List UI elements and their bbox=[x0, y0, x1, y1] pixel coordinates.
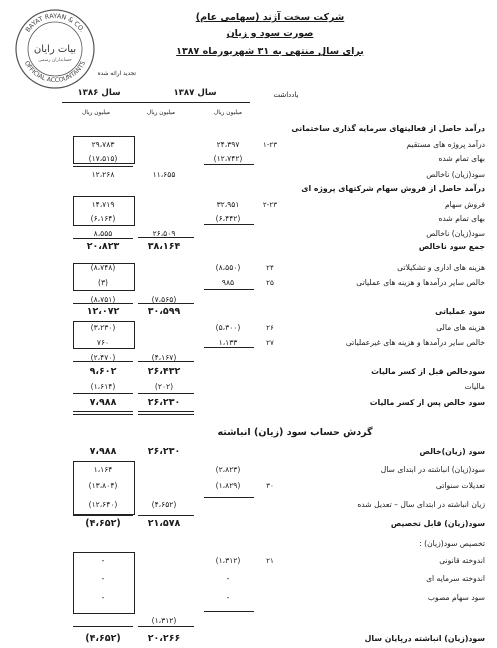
unit-label-c2: میلیون ریال bbox=[146, 110, 175, 116]
value-1386: (۳) bbox=[97, 278, 108, 287]
rule-c3 bbox=[73, 361, 133, 362]
value-1386: ۷،۹۸۸ bbox=[89, 446, 117, 457]
value-1387: ۲۶،۴۳۲ bbox=[147, 366, 181, 377]
rule-c1 bbox=[204, 497, 254, 498]
rule-c3 bbox=[73, 238, 133, 239]
value-1386: ۹،۶۰۲ bbox=[89, 366, 117, 377]
rule-c2 bbox=[138, 361, 194, 362]
value-1387: (۴،۱۶۷) bbox=[151, 353, 177, 362]
value-1386: ۷،۹۸۸ bbox=[89, 397, 117, 408]
stamp-middle-text: بیات رایان bbox=[33, 44, 77, 55]
value-1387: ۱۱،۶۵۵ bbox=[152, 170, 176, 179]
row-label: درآمد پروژه های مستقیم bbox=[406, 140, 485, 149]
row-note: ۲-۲۳ bbox=[262, 200, 278, 209]
rule-c3 bbox=[73, 166, 133, 167]
row-label: درآمد حاصل از فروش سهام شرکتهای پروژه ای bbox=[301, 184, 485, 193]
value-1386: - bbox=[101, 556, 105, 565]
value-sub-1387: (۱،۳۱۲) bbox=[215, 556, 241, 565]
double-rule-c3 bbox=[73, 411, 133, 415]
row-label: سود(زیان) انباشته در ابتدای سال bbox=[380, 465, 485, 474]
row-label: سود(زیان) ناخالص bbox=[426, 229, 485, 238]
rule-c2 bbox=[138, 515, 194, 516]
value-1387: (۴،۶۵۲) bbox=[151, 500, 177, 509]
value-1387: ۲۰،۲۶۶ bbox=[147, 633, 181, 644]
value-sub-1387: ۳۲،۹۵۱ bbox=[216, 200, 240, 209]
company-name: شرکت سخت آژند (سهامی عام) bbox=[195, 12, 345, 23]
value-sub-1387: (۶،۴۴۲) bbox=[215, 214, 241, 223]
row-label: سود(زیان) انباشته درپایان سال bbox=[364, 634, 485, 643]
value-1387: ۲۱،۵۷۸ bbox=[147, 518, 181, 529]
value-sub-1387: (۸،۵۵۰) bbox=[215, 263, 241, 272]
header-rule bbox=[62, 102, 250, 103]
row-label: هزینه های اداری و تشکیلاتی bbox=[397, 263, 485, 272]
row-label: سود خالص پس از کسر مالیات bbox=[369, 398, 485, 407]
row-label: زیان انباشته در ابتدای سال – تعدیل شده bbox=[357, 500, 485, 509]
box-1386-share-sales bbox=[73, 196, 135, 226]
value-1386: (۸،۷۵۱) bbox=[90, 295, 116, 304]
unit-label-c3: میلیون ریال bbox=[81, 110, 110, 116]
rule-c3 bbox=[73, 303, 133, 304]
value-1386: (۸،۷۴۸) bbox=[90, 263, 116, 272]
restated-note: تجدید ارائه شده bbox=[97, 71, 136, 77]
value-1387: (۱،۳۱۲) bbox=[151, 616, 177, 625]
rule-c2 bbox=[138, 393, 194, 394]
row-label: فروش سهام bbox=[444, 200, 485, 209]
row-label: جمع سود ناخالص bbox=[418, 242, 485, 251]
box-1386-direct-projects bbox=[73, 136, 135, 164]
row-label: مالیات bbox=[464, 382, 485, 391]
box-1386-retained bbox=[73, 461, 135, 515]
row-label: درآمد حاصل از فعالیتهای سرمایه گذاری ساختمانی bbox=[291, 124, 485, 133]
report-title: صورت سود و زیان bbox=[226, 28, 314, 39]
rule-c1 bbox=[204, 347, 254, 348]
value-1386: (۱۳،۸۰۴) bbox=[88, 481, 118, 490]
row-note: ۳۰ bbox=[266, 481, 274, 490]
value-1386: (۴،۶۵۲) bbox=[85, 518, 121, 529]
value-1386: ۱۴،۷۱۹ bbox=[91, 200, 115, 209]
value-sub-1387: (۲،۸۲۳) bbox=[215, 465, 241, 474]
box-1386-financial bbox=[73, 321, 135, 349]
value-1386: ۱،۱۶۴ bbox=[93, 465, 113, 474]
value-sub-1387: - bbox=[226, 593, 230, 602]
rule-c2 bbox=[138, 626, 194, 627]
row-label: سود (زیان)خالص bbox=[419, 447, 485, 456]
value-1386: ۲۹،۷۸۳ bbox=[91, 140, 115, 149]
row-note: ۲۶ bbox=[266, 323, 274, 332]
stamp-bottom-text: OFFICIAL ACCOUNTANTS bbox=[22, 59, 88, 85]
row-label: بهای تمام شده bbox=[438, 214, 485, 223]
value-1386: (۱،۶۱۴) bbox=[90, 382, 116, 391]
double-rule-c2 bbox=[138, 411, 194, 415]
report-period: برای سال منتهی به ۳۱ شهریورماه ۱۳۸۷ bbox=[176, 46, 364, 57]
rule-c1 bbox=[204, 224, 254, 225]
row-label: سود(زیان) ناخالص bbox=[426, 170, 485, 179]
value-1387: ۲۶،۲۳۰ bbox=[147, 446, 181, 457]
row-note: ۲۴ bbox=[266, 263, 274, 272]
row-label: سود سهام مصوب bbox=[427, 593, 485, 602]
value-1386: (۳،۲۳۰) bbox=[90, 323, 116, 332]
row-label: هزینه های مالی bbox=[436, 323, 485, 332]
value-sub-1387: (۱۲،۷۴۲) bbox=[213, 154, 243, 163]
value-sub-1387: (۵،۳۰۰) bbox=[215, 323, 241, 332]
row-note: ۲۵ bbox=[266, 278, 274, 287]
value-1386: (۴،۶۵۲) bbox=[85, 633, 121, 644]
value-1386: ۲۰،۸۲۳ bbox=[86, 241, 120, 252]
value-1386: ۱۲،۰۷۲ bbox=[86, 306, 120, 317]
rule-c1 bbox=[204, 289, 254, 290]
row-label: سود(زیان) قابل تخصیص bbox=[390, 519, 485, 528]
row-label: اندوخته سرمایه ای bbox=[426, 574, 485, 583]
row-label: خالص سایر درآمدها و هزینه های عملیاتی bbox=[356, 278, 485, 287]
row-label: بهای تمام شده bbox=[438, 154, 485, 163]
auditor-stamp bbox=[14, 8, 96, 90]
row-label: سودخالص قبل از کسر مالیات bbox=[371, 367, 485, 376]
value-1387: ۳۸،۱۶۴ bbox=[147, 241, 181, 252]
column-note-header: یادداشت bbox=[273, 91, 299, 99]
value-1386: (۶،۱۶۴) bbox=[90, 214, 116, 223]
box-1386-admin bbox=[73, 263, 135, 291]
value-1386: - bbox=[101, 574, 105, 583]
value-sub-1387: ۱،۱۳۳ bbox=[218, 338, 238, 347]
row-note: ۲۱ bbox=[266, 556, 274, 565]
row-note: ۲۷ bbox=[266, 338, 274, 347]
unit-label-c1: میلیون ریال bbox=[213, 110, 242, 116]
section-2-title: گردش حساب سود (زیان) انباشته bbox=[217, 427, 373, 438]
row-label: خالص سایر درآمدها و هزینه های غیرعملیاتی bbox=[345, 338, 485, 347]
column-1387-header: سال ۱۳۸۷ bbox=[173, 88, 217, 98]
value-1386: ۷۶۰ bbox=[96, 338, 110, 347]
value-1386: (۱۷،۵۱۵) bbox=[88, 154, 118, 163]
value-1386: (۱۲،۶۴۰) bbox=[88, 500, 118, 509]
rule-c2 bbox=[138, 303, 194, 304]
row-label: اندوخته قانونی bbox=[439, 556, 485, 565]
rule-c1 bbox=[204, 611, 254, 612]
value-1387: ۳۰،۵۹۹ bbox=[147, 306, 181, 317]
rule-c2 bbox=[138, 237, 194, 238]
value-sub-1387: (۱،۸۲۹) bbox=[215, 481, 241, 490]
value-sub-1387: ۹۸۵ bbox=[221, 278, 235, 287]
value-sub-1387: ۲۴،۳۹۷ bbox=[216, 140, 240, 149]
row-label: تعدیلات سنواتی bbox=[435, 481, 485, 490]
value-1386: (۲،۴۷۰) bbox=[90, 353, 116, 362]
value-1387: ۲۶،۵۰۹ bbox=[152, 229, 176, 238]
value-sub-1387: - bbox=[226, 574, 230, 583]
rule-c1 bbox=[204, 164, 254, 165]
row-label: تخصیص سود(زیان) : bbox=[419, 539, 485, 548]
row-label: سود عملیاتی bbox=[435, 307, 485, 316]
stamp-small-text: حسابداران رسمی bbox=[38, 58, 72, 63]
value-1387: (۷،۵۶۵) bbox=[151, 295, 177, 304]
rule-c3 bbox=[73, 626, 133, 627]
value-1387: (۲۰۲) bbox=[154, 382, 174, 391]
value-1386: ۸،۵۵۵ bbox=[93, 229, 113, 238]
stamp-top-text: BAYAT RAYAN & CO. bbox=[23, 11, 87, 34]
value-1387: ۲۶،۲۳۰ bbox=[147, 397, 181, 408]
rule-c3 bbox=[73, 515, 133, 516]
value-1386: ۱۲،۲۶۸ bbox=[91, 170, 115, 179]
value-1386: - bbox=[101, 593, 105, 602]
rule-c3 bbox=[73, 393, 133, 394]
box-1386-allocations bbox=[73, 552, 135, 614]
row-note: ۱-۲۳ bbox=[262, 140, 278, 149]
column-1386-header: سال ۱۳۸۶ bbox=[77, 88, 121, 98]
